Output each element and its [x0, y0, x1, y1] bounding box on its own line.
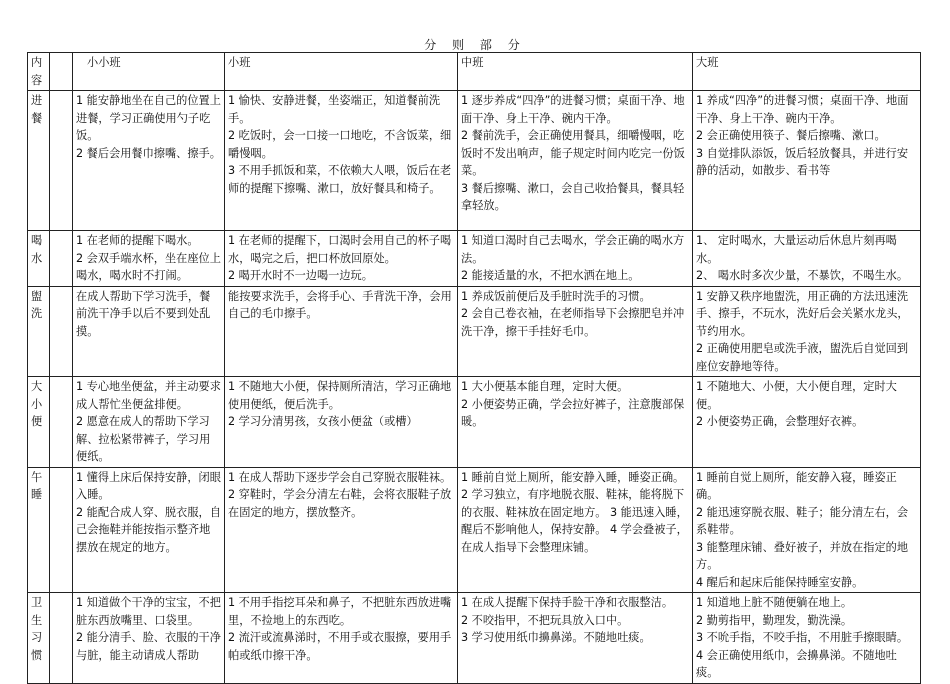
cell-xiao — [225, 593, 458, 684]
cell-xiao — [225, 91, 458, 231]
cell-line: 3 不吮手指，不咬手指，不用脏手擦眼睛。 — [696, 631, 909, 644]
cell-line: 1 睡前自觉上厕所，能安静入睡，睡姿正确。 2 学习独立，有序地脱衣服、鞋袜，能将脱下的衣服、鞋袜放在固定地方。 3 能迅速入睡，醒后不影响他人，保持安静。 4 学会叠被子，在成人指导下会整理床铺。 — [461, 470, 688, 554]
cell-line: 2 能迅速穿脱衣服、鞋子；能分清左右，会系鞋带。 — [696, 505, 909, 536]
row-category-char: 洗 — [31, 307, 43, 320]
cell-line: 1 睡前自觉上厕所，能安静入寝，睡姿正确。 — [696, 470, 897, 501]
cell-line: 1 在老师的提醒下喝水。 — [76, 234, 199, 247]
row-category-char: 睡 — [31, 488, 43, 501]
cell-line: 1 大小便基本能自理，定时大便。 — [461, 380, 629, 393]
cell-line: 1 养成“四净”的进餐习惯；桌面干净、地面干净、身上干净、碗内干净。 — [696, 94, 909, 125]
blank-cell — [50, 593, 73, 684]
cell-zhong — [458, 91, 693, 231]
rules-table — [27, 52, 921, 684]
cell-xiaoxiao — [73, 286, 225, 377]
cell-da — [693, 91, 921, 231]
cell-line: 1 养成饭前便后及手脏时洗手的习惯。 — [461, 289, 651, 303]
cell-line: 2 会双手端水杯，坐在座位上喝水，喝水时不打闹。 — [76, 251, 221, 282]
header-row — [28, 53, 921, 91]
cell-line: 1 在成人帮助下逐步学会自己穿脱衣服鞋袜。 — [228, 470, 452, 484]
header-blank — [50, 53, 73, 91]
header-da: 大班 — [693, 53, 921, 91]
cell-da — [693, 593, 921, 684]
cell-line: 1 愉快、安静进餐，坐姿端正，知道餐前洗手。 — [228, 94, 441, 125]
blank-cell — [50, 286, 73, 377]
cell-line: 2 勤剪指甲，勤理发，勤洗澡。 — [696, 613, 853, 627]
cell-line: 2 穿鞋时，学会分清左右鞋，会将衣服鞋子放在固定的地方，摆放整齐。 — [228, 488, 452, 519]
cell-line: 1 知道做个干净的宝宝，不把脏东西放嘴里、口袋里。 — [76, 596, 221, 627]
row-category-char: 卫 — [31, 596, 43, 609]
cell-xiaoxiao — [73, 593, 225, 684]
cell-da — [693, 231, 921, 287]
page-title: 分 则 部 分 — [424, 38, 526, 52]
cell-da — [693, 286, 921, 377]
row-category-char: 生 — [31, 613, 43, 627]
cell-zhong — [458, 231, 693, 287]
row-category-char: 午 — [31, 470, 43, 484]
row-category — [28, 593, 50, 684]
cell-line: 2 正确使用肥皂或洗手液，盥洗后自觉回到座位安静地等待。 — [696, 342, 909, 373]
cell-line: 2 小便姿势正确，学会拉好裤子，注意腹部保暖。 — [461, 397, 685, 428]
row-category-char: 进 — [31, 94, 43, 107]
cell-line: 3 自觉排队添饭，饭后轻放餐具，并进行安静的活动，如散步、看书等 — [696, 146, 909, 177]
cell-line: 1 知道口渴时自己去喝水，学会正确的喝水方法。 — [461, 234, 685, 265]
cell-line: 1 安静又秩序地盥洗，用正确的方法迅速洗手、擦手，不玩水，洗好后会关紧水龙头，节约用水。 — [696, 289, 909, 338]
cell-xiaoxiao — [73, 377, 225, 468]
cell-xiaoxiao — [73, 467, 225, 593]
cell-line: 4 醒后和起床后能保持睡室安静。 — [696, 575, 864, 589]
cell-xiao — [225, 377, 458, 468]
cell-line: 3 不用手抓饭和菜，不依赖大人喂，饭后在老师的提醒下擦嘴、漱口，放好餐具和椅子。 — [228, 164, 452, 195]
cell-line: 2、 喝水时多次少量，不暴饮，不喝生水。 — [696, 269, 909, 282]
cell-line: 2 会正确使用筷子、餐后擦嘴、漱口。 — [696, 129, 886, 142]
cell-line: 2 小便姿势正确，会整理好衣裤。 — [696, 415, 864, 428]
cell-line: 1 懂得上床后保持安静，闭眼入睡。 — [76, 470, 221, 501]
header-zhong: 中班 — [458, 53, 693, 91]
cell-line: 2 能配合成人穿、脱衣服，自己会拖鞋并能按指示整齐地摆放在规定的地方。 — [76, 505, 221, 554]
cell-line: 2 不咬指甲，不把玩具放入口中。 — [461, 613, 629, 627]
cell-line: 1 不随地大小便，保持厕所清洁，学习正确地使用便纸，便后洗手。 — [228, 380, 452, 411]
cell-line: 1 在老师的提醒下，口渴时会用自己的杯子喝水，喝完之后，把口杯放回原处。 — [228, 234, 452, 265]
cell-line: 1 专心地坐便盆，并主动要求成人帮忙坐便盆排便。 — [76, 380, 221, 411]
cell-line: 能按要求洗手，会将手心、手背洗干净，会用自己的毛巾擦手。 — [228, 289, 452, 320]
cell-line: 1 知道地上脏不随便躺在地上。 — [696, 596, 853, 609]
cell-line: 2 餐后会用餐巾擦嘴、擦手。 — [76, 146, 221, 160]
header-xiao: 小班 — [225, 53, 458, 91]
cell-da — [693, 377, 921, 468]
row-category — [28, 91, 50, 231]
table-body — [28, 91, 921, 684]
cell-line: 2 喝开水时不一边喝一边玩。 — [228, 269, 373, 282]
cell-line: 2 学习分清男孩，女孩小便盆（或槽） — [228, 415, 418, 428]
table-row — [28, 377, 921, 468]
blank-cell — [50, 91, 73, 231]
cell-line: 2 能接适量的水，不把水洒在地上。 — [461, 269, 640, 282]
cell-line: 2 流汗或流鼻涕时，不用手或衣服擦，要用手帕或纸巾擦干净。 — [228, 631, 452, 662]
cell-line: 3 学习使用纸巾擤鼻涕。不随地吐痰。 — [461, 631, 651, 644]
row-category — [28, 377, 50, 468]
blank-cell — [50, 231, 73, 287]
table-row — [28, 593, 921, 684]
cell-line: 2 餐前洗手，会正确使用餐具，细嚼慢咽，吃饭时不发出响声，能子规定时间内吃完一份饭菜。 — [461, 129, 685, 177]
cell-zhong — [458, 286, 693, 377]
cell-line: 1 逐步养成“四净”的进餐习惯；桌面干净、地面干净、身上干净、碗内干净。 — [461, 94, 685, 125]
blank-cell — [50, 467, 73, 593]
cell-xiaoxiao — [73, 231, 225, 287]
row-category-char: 水 — [31, 251, 43, 265]
row-category — [28, 286, 50, 377]
cell-line: 2 会自己卷衣袖，在老师指导下会擦肥皂并冲洗干净，擦干手挂好毛巾。 — [461, 307, 685, 338]
row-category-char: 习 — [31, 631, 43, 644]
cell-line: 在成人帮助下学习洗手，餐前洗干净手以后不要到处乱摸。 — [76, 289, 211, 338]
cell-line: 4 会正确使用纸巾，会擤鼻涕。不随地吐痰。 — [696, 648, 897, 679]
row-category-char: 喝 — [31, 234, 43, 247]
cell-line: 3 餐后擦嘴、漱口，会自己收拾餐具，餐具轻拿轻放。 — [461, 181, 685, 212]
row-category-char: 小 — [31, 397, 43, 411]
table-row — [28, 467, 921, 593]
cell-line: 2 能分清手、脸、衣服的干净与脏，能主动请成人帮助 — [76, 631, 221, 662]
cell-line: 1 不用手指挖耳朵和鼻子，不把脏东西放进嘴里，不捡地上的东西吃。 — [228, 596, 452, 627]
row-category-char: 盥 — [31, 289, 43, 303]
header-category: 内容 — [28, 53, 50, 91]
table-row — [28, 91, 921, 231]
cell-line: 1 不随地大、小便，大小便自理，定时大便。 — [696, 380, 897, 411]
row-category — [28, 231, 50, 287]
cell-xiao — [225, 286, 458, 377]
cell-line: 3 能整理床铺、叠好被子，并放在指定的地方。 — [696, 540, 909, 571]
cell-line: 2 吃饭时，会一口接一口地吃，不含饭菜，细嚼慢咽。 — [228, 129, 452, 160]
row-category-char: 大 — [31, 380, 43, 393]
cell-da — [693, 467, 921, 593]
row-category-char: 餐 — [31, 111, 43, 125]
cell-xiao — [225, 467, 458, 593]
cell-xiaoxiao — [73, 91, 225, 231]
table-row — [28, 286, 921, 377]
header-xiaoxiao: 小小班 — [73, 53, 225, 91]
cell-zhong — [458, 593, 693, 684]
cell-line: 1 在成人提醒下保持手脸干净和衣服整洁。 — [461, 596, 674, 609]
cell-zhong — [458, 467, 693, 593]
cell-xiao — [225, 231, 458, 287]
cell-zhong — [458, 377, 693, 468]
cell-line: 2 愿意在成人的帮助下学习解、拉松紧带裤子，学习用便纸。 — [76, 415, 211, 463]
row-category-char: 惯 — [31, 648, 43, 662]
table-row — [28, 231, 921, 287]
blank-cell — [50, 377, 73, 468]
row-category-char: 便 — [31, 415, 43, 428]
cell-line: 1、 定时喝水，大量运动后休息片刻再喝水。 — [696, 234, 897, 265]
row-category — [28, 467, 50, 593]
cell-line: 1 能安静地坐在自己的位置上进餐，学习正确使用勺子吃饭。 — [76, 94, 221, 142]
